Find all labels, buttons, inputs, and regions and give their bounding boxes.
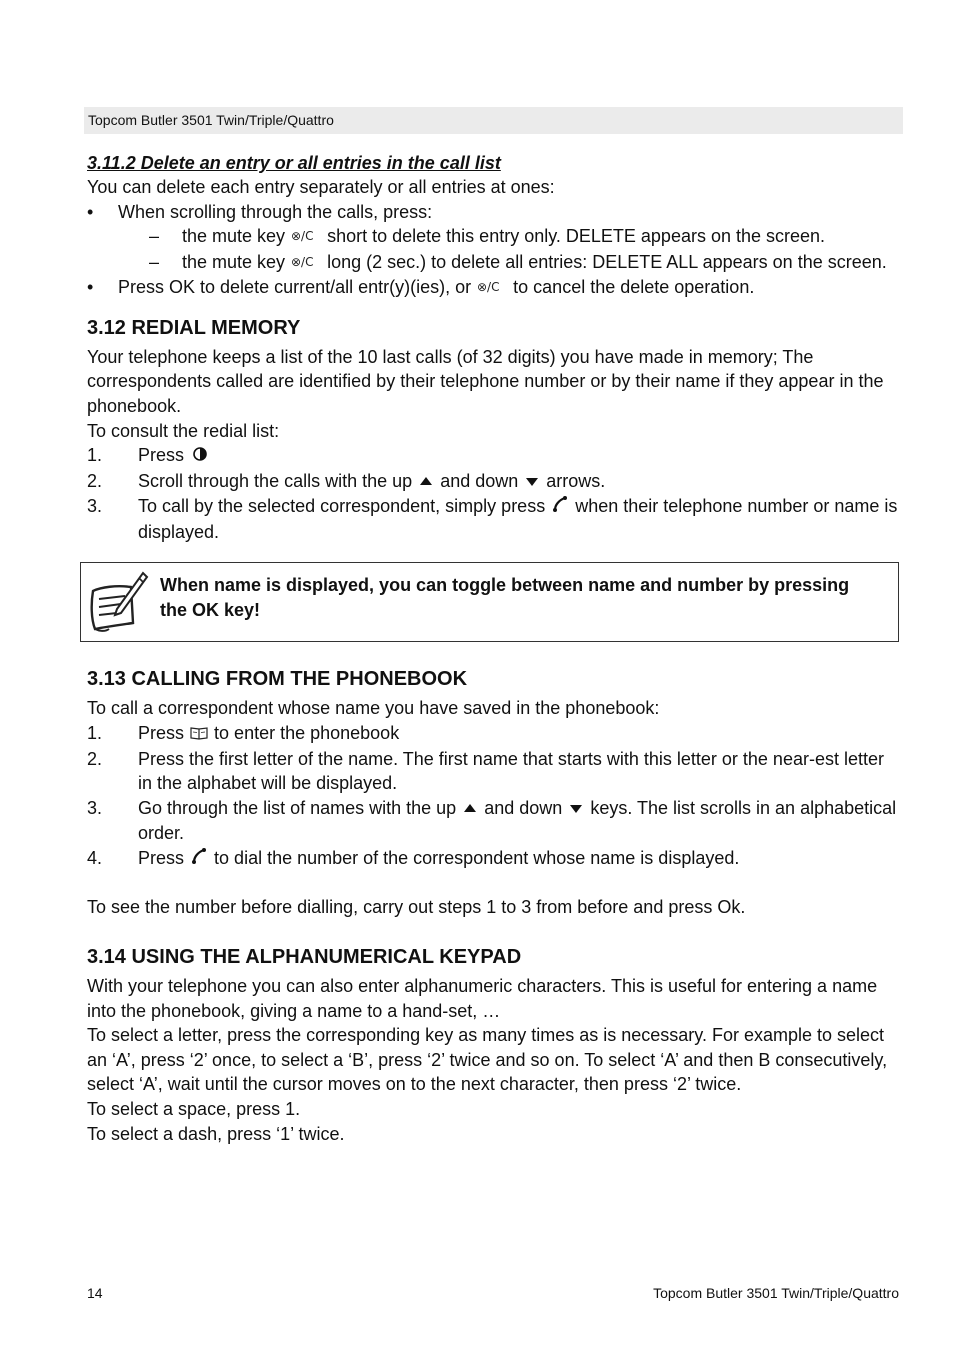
step-text: to enter the phonebook: [214, 723, 400, 744]
mute-key-icon: [290, 251, 322, 276]
step-text: Go through the list of names with the up: [138, 797, 457, 818]
section-3-12-paragraph: To consult the redial list:: [87, 420, 280, 441]
phonebook-icon: [189, 722, 209, 747]
bullet-text: When scrolling through the calls, press:: [118, 201, 433, 222]
step-number: 3.: [87, 797, 103, 818]
numbered-step: [87, 443, 899, 469]
running-header: [84, 107, 903, 134]
step-text: and down: [484, 797, 563, 818]
bullet-text: to cancel the delete operation.: [513, 277, 755, 298]
step-text: Press the first letter of the name. The first name that starts with this letter or the near-est letter in the alphabet will be displayed.: [138, 748, 884, 794]
mute-key-icon: [476, 276, 508, 301]
numbered-step: [87, 494, 899, 544]
dash-mark: –: [149, 251, 160, 272]
step-text: arrows.: [546, 470, 606, 491]
call-handset-icon: [550, 495, 570, 520]
step-text: Scroll through the calls with the up: [138, 470, 413, 491]
dash-item: [87, 224, 899, 250]
dash-mark: –: [149, 226, 160, 247]
step-number: 2.: [87, 748, 103, 769]
dash-text: the mute key: [182, 251, 286, 272]
header-title: Topcom Butler 3501 Twin/Triple/Quattro: [88, 112, 334, 128]
call-handset-icon: [189, 847, 209, 872]
svg-text:⊗/C: ⊗/C: [291, 254, 314, 269]
footer-title: Topcom Butler 3501 Twin/Triple/Quattro: [653, 1285, 899, 1301]
step-text: keys. The list scrolls in an alphabetical order.: [138, 797, 897, 844]
section-3-14-paragraph: To select a space, press 1.: [87, 1099, 301, 1120]
step-text: Press: [138, 445, 185, 466]
bullet-mark: •: [87, 201, 94, 222]
section-3-14-paragraph: To select a letter, press the corresponding key as many times as is necessary. For example to select an ‘A’, press ‘2’ once, to select a ‘B’, press ‘2’ twice and so on. To select ‘A’ and then B consecutively, select ‘A’, wait until the cursor moves on to the next character, then press ‘2’ twice.: [87, 1025, 888, 1095]
section-3-14-title: 3.14 USING THE ALPHANUMERICAL KEYPAD: [87, 946, 522, 969]
numbered-step: [87, 469, 899, 495]
dash-text: long (2 sec.) to delete all entries: DELETE ALL appears on the screen.: [327, 251, 887, 272]
down-arrow-icon: [567, 797, 585, 822]
page-content: [87, 151, 899, 1146]
step-number: 4.: [87, 847, 103, 868]
dash-text: short to delete this entry only. DELETE appears on the screen.: [327, 226, 826, 247]
step-number: 1.: [87, 445, 103, 466]
section-3-13-intro: To call a correspondent whose name you have saved in the phonebook:: [87, 698, 660, 719]
bullet-text: Press OK to delete current/all entr(y)(ies), or: [118, 277, 472, 298]
step-text: when their telephone number or name is displayed.: [138, 496, 898, 542]
numbered-step: [87, 796, 899, 846]
numbered-step: [87, 747, 899, 796]
redial-icon: [189, 444, 211, 469]
section-3-11-2-title: 3.11.2 Delete an entry or all entries in the call list: [87, 153, 501, 173]
step-text: Press: [138, 723, 185, 744]
step-text: to dial the number of the correspondent whose name is displayed.: [214, 847, 740, 868]
step-text: Press: [138, 847, 185, 868]
note-pencil-icon: [87, 569, 149, 642]
page-number: 14: [87, 1285, 103, 1301]
down-arrow-icon: [523, 470, 541, 495]
dash-item: [87, 250, 899, 276]
numbered-step: [87, 846, 899, 872]
dash-text: the mute key: [182, 226, 286, 247]
step-text: To call by the selected correspondent, simply press: [138, 496, 546, 517]
section-3-11-2-intro: You can delete each entry separately or all entries at ones:: [87, 177, 555, 197]
mute-key-icon: [290, 225, 322, 250]
step-number: 1.: [87, 723, 103, 744]
note-text: When name is displayed, you can toggle between name and number by pressing the OK key!: [160, 575, 850, 621]
up-arrow-icon: [417, 470, 435, 495]
svg-text:⊗/C: ⊗/C: [291, 229, 314, 244]
numbered-step: [87, 721, 899, 747]
section-3-13-outro: To see the number before dialling, carry out steps 1 to 3 from before and press Ok.: [87, 897, 746, 918]
bullet-item: [87, 275, 899, 301]
section-3-14-paragraph: To select a dash, press ‘1’ twice.: [87, 1123, 345, 1144]
up-arrow-icon: [461, 797, 479, 822]
step-text: and down: [440, 470, 519, 491]
step-number: 2.: [87, 470, 103, 491]
section-3-12-paragraph: Your telephone keeps a list of the 10 last calls (of 32 digits) you have made in memory; The correspondents called are identified by their telephone number or by their name if they appear in the phonebook.: [87, 346, 884, 417]
svg-text:⊗/C: ⊗/C: [477, 280, 500, 295]
bullet-item: [87, 200, 899, 225]
section-3-14-paragraph: With your telephone you can also enter alphanumeric characters. This is useful for entering a name into the phonebook, giving a name to a hand-set, …: [87, 976, 878, 1021]
bullet-mark: •: [87, 277, 94, 298]
section-3-12-title: 3.12 REDIAL MEMORY: [87, 316, 301, 339]
step-number: 3.: [87, 496, 103, 517]
note-box: [80, 562, 899, 642]
section-3-13-title: 3.13 CALLING FROM THE PHONEBOOK: [87, 668, 468, 691]
